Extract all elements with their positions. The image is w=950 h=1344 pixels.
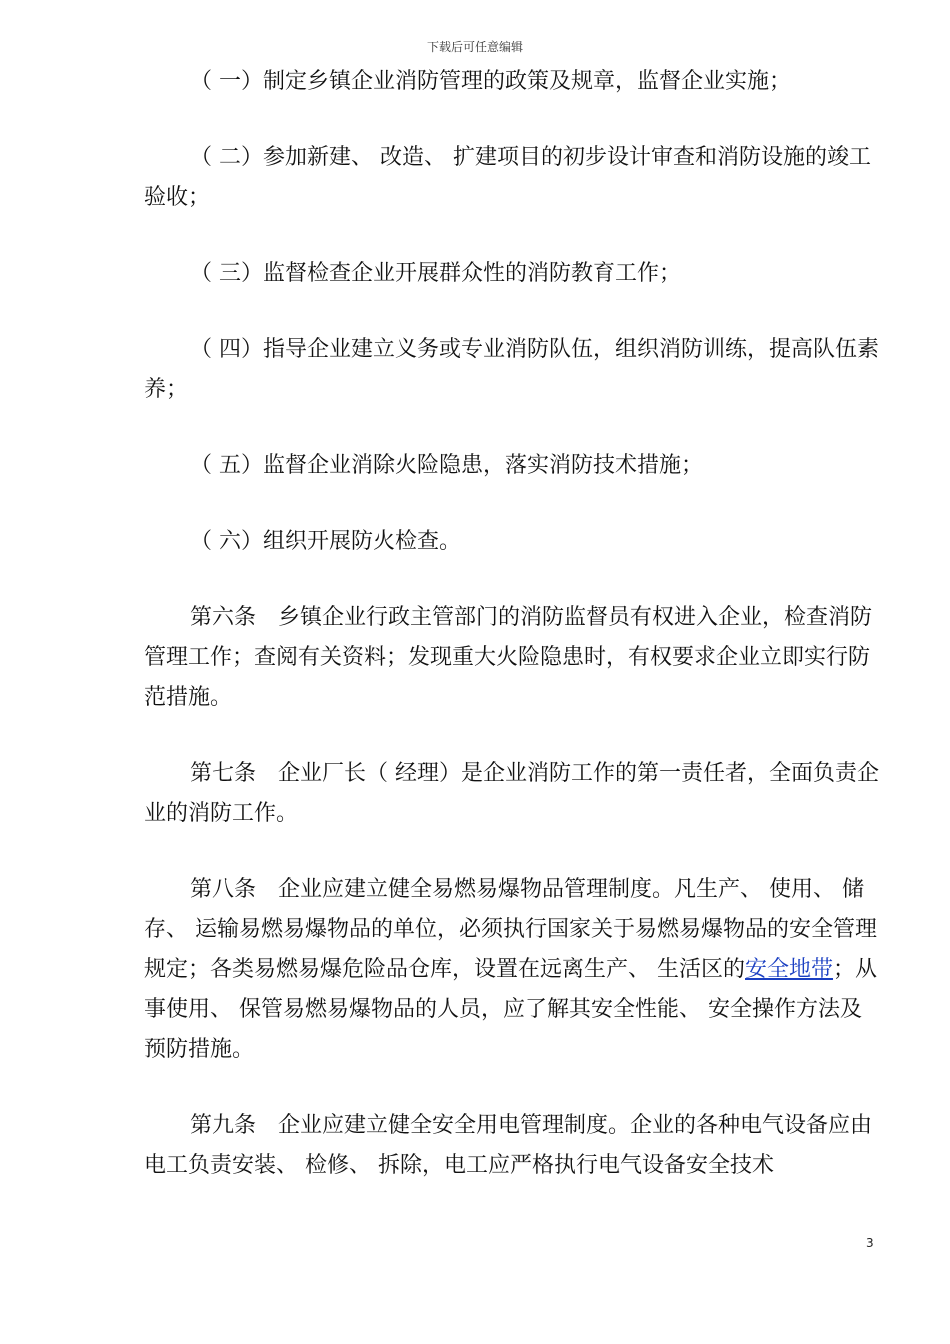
- paragraph-item-4: （ 四）指导企业建立义务或专业消防队伍，组织消防训练，提高队伍素养；: [144, 337, 879, 402]
- paragraph-item-3: （ 三）监督检查企业开展群众性的消防教育工作；: [190, 261, 681, 286]
- paragraph-item-1: （ 一）制定乡镇企业消防管理的政策及规章，监督企业实施；: [190, 69, 791, 94]
- paragraph-item-2: （ 二）参加新建、 改造、 扩建项目的初步设计审查和消防设施的竣工验收；: [144, 145, 871, 210]
- paragraph-article-7: 第七条 企业厂长（ 经理）是企业消防工作的第一责任者，全面负责企业的消防工作。: [144, 761, 879, 826]
- paragraph-article-8-text-after: ；从事使用、 保管易燃易爆物品的人员，应了解其安全性能、 安全操作方法及预防措施。: [144, 957, 878, 1062]
- page-number: 3: [866, 1236, 874, 1250]
- paragraph-article-6: 第六条 乡镇企业行政主管部门的消防监督员有权进入企业，检查消防管理工作；查阅有关资料；发现重大火险隐患时，有权要求企业立即实行防范措施。: [144, 605, 873, 710]
- paragraph-article-8: [144, 870, 879, 1070]
- paragraph-item-5: （ 五）监督企业消除火险隐患，落实消防技术措施；: [190, 453, 703, 478]
- page-header: 下载后可任意编辑: [426, 40, 523, 54]
- paragraph-item-6: （ 六）组织开展防火检查。: [190, 529, 461, 554]
- document-body: [144, 62, 879, 1186]
- safe-zone-link[interactable]: 安全地带: [745, 957, 834, 982]
- paragraph-article-9: 第九条 企业应建立健全安全用电管理制度。企业的各种电气设备应由电工负责安装、 检修、 拆除，电工应严格执行电气设备安全技术: [144, 1113, 873, 1178]
- paragraph-article-8-text-before: 第八条 企业应建立健全易燃易爆物品管理制度。凡生产、 使用、 储存、 运输易燃易爆物品的单位，必须执行国家关于易燃易爆物品的安全管理规定；各类易燃易爆危险品仓库，设置在远离生产、 生活区的: [144, 877, 877, 982]
